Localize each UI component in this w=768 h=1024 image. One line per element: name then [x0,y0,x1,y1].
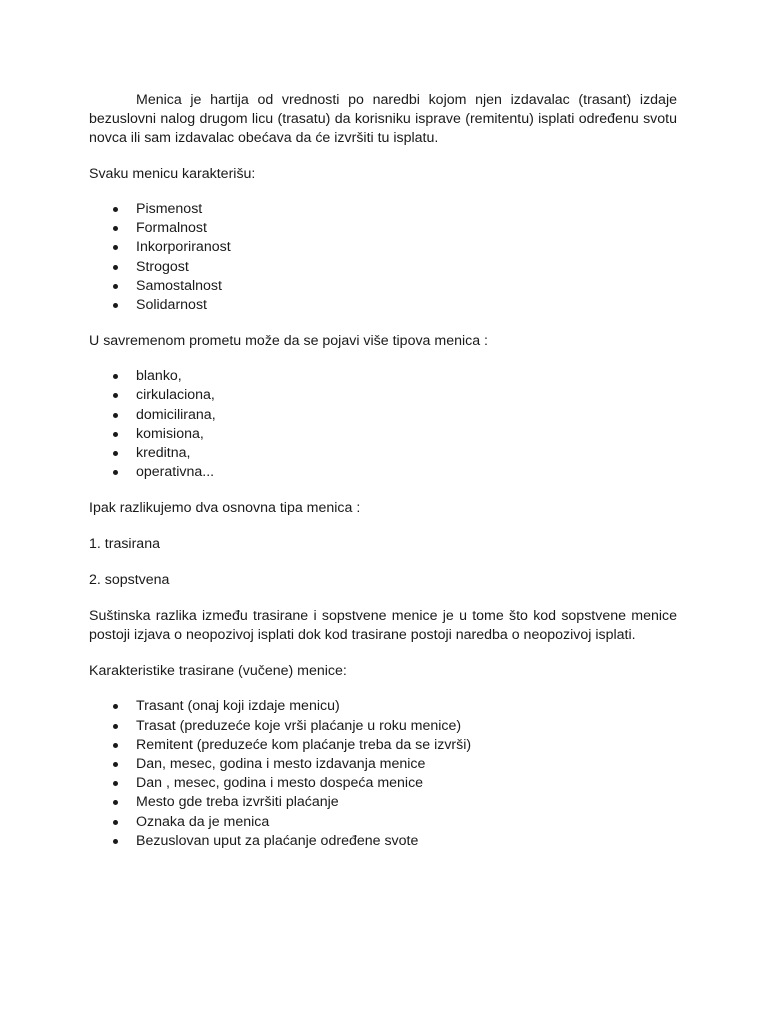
types-heading: U savremenom prometu može da se pojavi više tipova menica : [89,333,489,350]
list-item: cirkulaciona, [89,386,677,405]
list-item: Mesto gde treba izvršiti plaćanje [89,793,677,812]
trasirana-characteristics-list [89,697,677,851]
list-item: blanko, [89,367,677,386]
list-item: Remitent (preduzeće kom plaćanje treba da se izvrši) [89,736,677,755]
document-page [89,91,677,851]
list-item: operativna... [89,463,677,482]
list-item: Trasant (onaj koji izdaje menicu) [89,697,677,716]
characteristics-list [89,200,677,315]
difference-paragraph: Suštinska razlika između trasirane i sopstvene menice je u tome što kod sopstvene menice postoji izjava o neopozivoj isplati dok kod trasirane postoji naredba o neopozivoj isplati. [89,608,677,644]
list-item: Oznaka da je menica [89,813,677,832]
characteristics-heading: Svaku menicu karakterišu: [89,166,256,182]
list-item: Dan , mesec, godina i mesto dospeća menice [89,774,677,793]
list-item: Inkorporiranost [89,238,677,257]
list-item: komisiona, [89,425,677,444]
list-item: Strogost [89,258,677,277]
list-item: Trasat (preduzeće koje vrši plaćanje u roku menice) [89,717,677,736]
list-item: Formalnost [89,219,677,238]
list-item: Pismenost [89,200,677,219]
list-item: Bezuslovan uput za plaćanje određene svote [89,832,677,851]
type-sopstvena: 2. sopstvena [89,572,170,589]
basic-types-intro: Ipak razlikujemo dva osnovna tipa menica : [89,500,361,517]
list-item: kreditna, [89,444,677,463]
types-list [89,367,677,482]
list-item: Dan, mesec, godina i mesto izdavanja menice [89,755,677,774]
list-item: Samostalnost [89,277,677,296]
trasirana-characteristics-heading: Karakteristike trasirane (vučene) menice: [89,663,347,680]
intro-paragraph: Menica je hartija od vrednosti po naredbi kojom njen izdavalac (trasant) izdaje bezuslovni nalog drugom licu (trasatu) da korisniku isprave (remitentu) isplati određenu svotu novca ili sam izdavalac obećava da će izvršiti tu isplatu. [89,92,677,146]
list-item: Solidarnost [89,296,677,315]
type-trasirana: 1. trasirana [89,536,160,553]
list-item: domicilirana, [89,406,677,425]
